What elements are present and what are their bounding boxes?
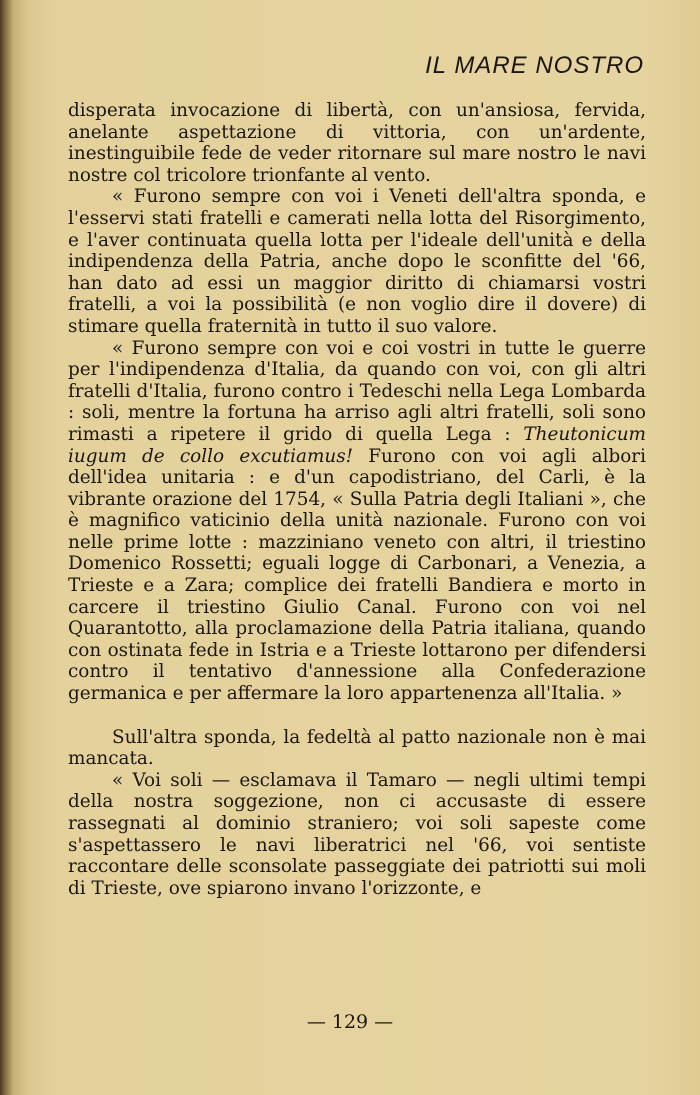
running-header: IL MARE NOSTRO	[425, 52, 644, 79]
paragraph-3	[68, 338, 646, 705]
paragraph-3-part-1: « Furono sempre con voi e coi vostri in tutte le guerre per l'indipendenza d'Italia, da quando con voi, con gli altri fratelli d'Italia, furono contro i Tedeschi nella Lega Lombarda : soli, mentre la fortuna ha arriso agli altri fratelli, soli sono rimasti a ripetere il grido di quella Lega :	[68, 337, 646, 445]
latin-quote: Theutonicum iugum de collo excutiamus!	[68, 423, 646, 467]
page-number: — 129 —	[306, 1011, 394, 1033]
paragraph-4: Sull'altra sponda, la fedeltà al patto nazionale non è mai mancata.	[68, 726, 646, 770]
page-body	[68, 100, 646, 899]
paragraph-5: « Voi soli — esclamava il Tamaro — negli ultimi tempi della nostra soggezione, non ci accusaste di essere rassegnati al dominio straniero; voi soli sapeste come s'aspettassero le navi liberatrici nel '66, voi sentiste raccontare delle sconsolate passeggiate dei patriotti sui moli di Trieste, ove spiarono invano l'orizzonte, e	[68, 769, 646, 899]
paragraph-2: « Furono sempre con voi i Veneti dell'altra sponda, e l'esservi stati fratelli e camerati nella lotta del Risorgimento, e l'aver continuata quella lotta per l'ideale dell'unità e della indipendenza della Patria, anche dopo le sconfitte del '66, han dato ad essi un maggior diritto di chiamarsi vostri fratelli, a voi la possibilità (e non voglio dire il dovere) di stimare quella fraternità in tutto il suo valore.	[68, 186, 646, 337]
paragraph-1: disperata invocazione di libertà, con un'ansiosa, fervida, anelante aspettazione di vittoria, con un'ardente, inestinguibile fede de veder ritornare sul mare nostro le navi nostre col tricolore trionfante al vento.	[68, 100, 646, 186]
paragraph-3-part-2: Furono con voi agli albori dell'idea unitaria : e d'un capodistriano, del Carli, è la vibrante orazione del 1754, « Sulla Patria degli Italiani », che è magnifico vaticinio della unità nazionale. Furono con voi nelle prime lotte : mazziniano veneto con altri, il triestino Domenico Rossetti; eguali logge di Carbonari, a Venezia, a Trieste e a Zara; complice dei fratelli Bandiera e morto in carcere il triestino Giulio Canal. Furono con voi nel Quarantotto, alla proclamazione della Patria italiana, quando con ostinata fede in Istria e a Trieste lottarono per difendersi contro il tentativo d'annessione alla Confederazione germanica e per affermare la loro appartenenza all'Italia. »	[68, 445, 646, 705]
